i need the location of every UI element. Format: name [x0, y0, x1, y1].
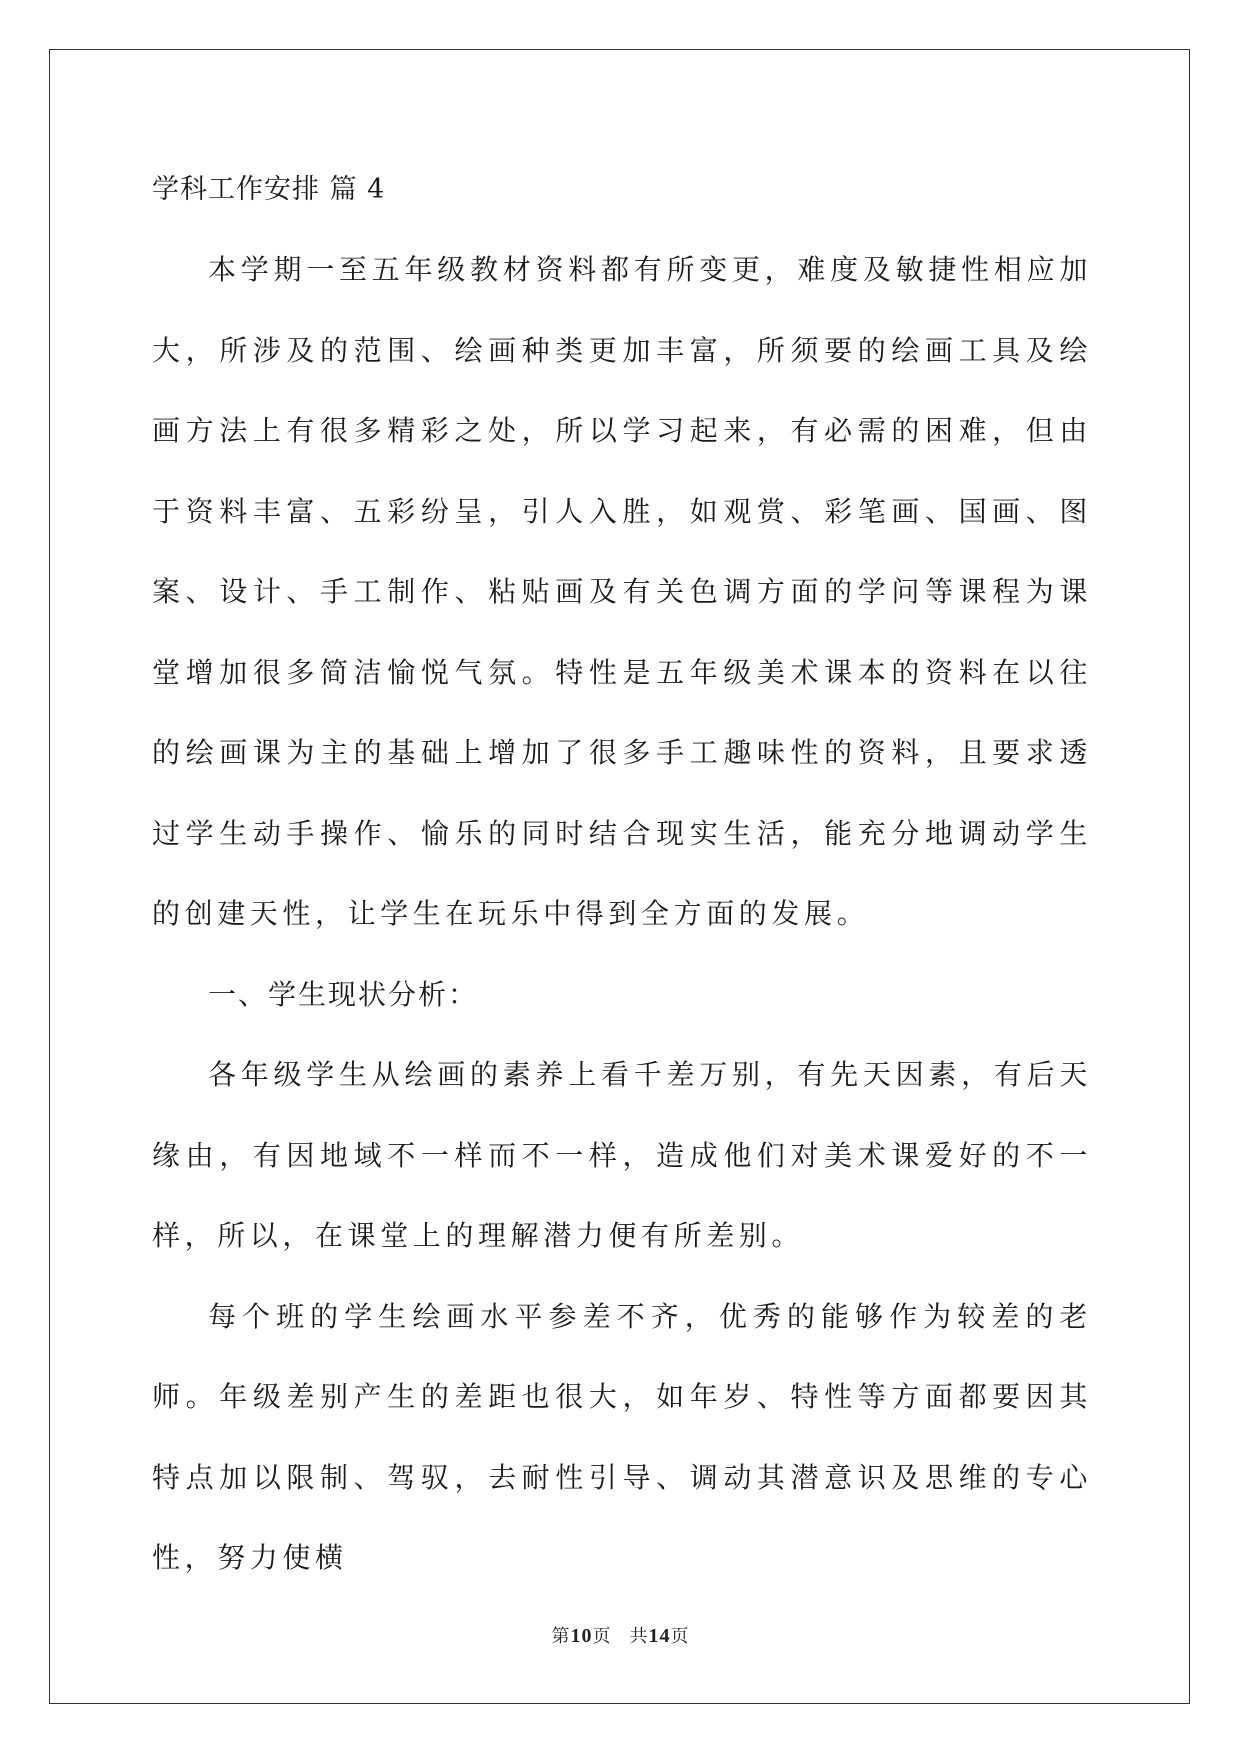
total-prefix: 共	[629, 1626, 649, 1647]
document-body	[152, 150, 1092, 1599]
page-prefix: 第	[551, 1626, 571, 1647]
page-footer	[0, 1622, 1241, 1648]
section-heading-student-analysis: 一、学生现状分析：	[208, 977, 479, 1011]
page-total-number: 14	[648, 1625, 671, 1647]
document-heading: 学科工作安排 篇 4	[152, 174, 386, 205]
page-current-number: 10	[570, 1625, 593, 1647]
paragraph-student-differences: 各年级学生从绘画的素养上看千差万别，有先天因素，有后天缘由，有因地域不一样而不一样，造成他们对美术课爱好的不一样，所以，在课堂上的理解潜力便有所差别。	[152, 1058, 1092, 1252]
page-suffix: 页	[592, 1626, 612, 1647]
total-suffix: 页	[670, 1626, 690, 1647]
paragraph-class-levels: 每个班的学生绘画水平参差不齐，优秀的能够作为较差的老师。年级差别产生的差距也很大，如年岁、特性等方面都要因其特点加以限制、驾驭，去耐性引导、调动其潜意识及思维的专心性，努力使横	[152, 1299, 1092, 1574]
paragraph-intro: 本学期一至五年级教材资料都有所变更，难度及敏捷性相应加大，所涉及的范围、绘画种类更加丰富，所须要的绘画工具及绘画方法上有很多精彩之处，所以学习起来，有必需的困难，但由于资料丰富、五彩纷呈，引人入胜，如观赏、彩笔画、国画、图案、设计、手工制作、粘贴画及有关色调方面的学问等课程为课堂增加很多简洁愉悦气氛。特性是五年级美术课本的资料在以往的绘画课为主的基础上增加了很多手工趣味性的资料，且要求透过学生动手操作、愉乐的同时结合现实生活，能充分地调动学生的创建天性，让学生在玩乐中得到全方面的发展。	[152, 253, 1092, 930]
